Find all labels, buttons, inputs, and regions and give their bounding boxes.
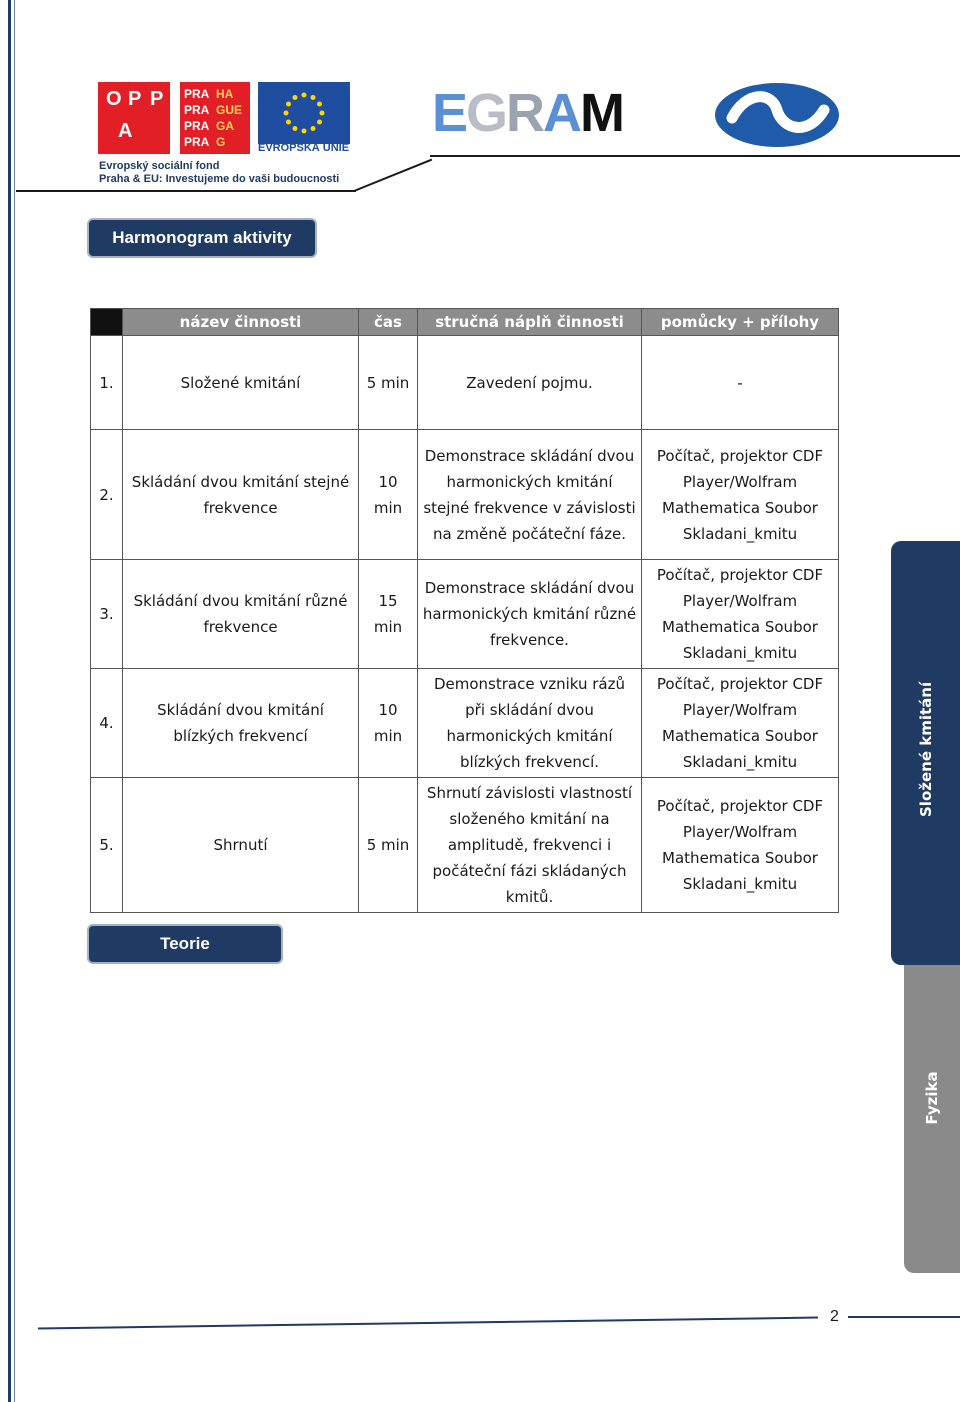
egram-letter: E <box>432 83 467 143</box>
oppa-logo <box>98 82 170 154</box>
footer-rule <box>38 1317 818 1330</box>
table-header-cell: čas <box>359 309 418 336</box>
activity-time: 5 min <box>359 336 418 430</box>
activity-aids: Počítač, projektor CDF Player/Wolfram Mathematica Soubor Skladani_kmitu <box>642 430 839 560</box>
activity-content: Demonstrace skládání dvou harmonických kmitání různé frekvence. <box>418 560 642 669</box>
activity-name: Skládání dvou kmitání různé frekvence <box>123 560 359 669</box>
activity-table <box>90 308 839 913</box>
activity-aids: - <box>642 336 839 430</box>
praha-text: GA <box>216 119 234 133</box>
egram-letter: A <box>543 83 581 143</box>
table-row <box>91 560 839 669</box>
table-header-cell <box>91 309 123 336</box>
egram-letter: G <box>466 83 507 143</box>
section-heading-teorie: Teorie <box>87 924 283 964</box>
praha-logo <box>180 82 250 154</box>
eu-label: EVROPSKÁ UNIE <box>258 142 350 154</box>
side-tab-topic <box>891 541 960 965</box>
egram-letter: M <box>580 83 624 143</box>
table-header-row <box>91 309 839 336</box>
activity-time: 15 min <box>359 560 418 669</box>
table-row <box>91 336 839 430</box>
activity-time: 10 min <box>359 669 418 778</box>
activity-name: Skládání dvou kmitání blízkých frekvencí <box>123 669 359 778</box>
footer-rule-right <box>848 1316 960 1318</box>
activity-name: Složené kmitání <box>123 336 359 430</box>
row-number: 2. <box>91 430 123 560</box>
header-rule-right <box>430 155 960 157</box>
left-border-rule <box>8 0 11 1402</box>
table-header-cell: název činnosti <box>123 309 359 336</box>
fund-line-1: Evropský sociální fond <box>99 160 220 172</box>
table-row <box>91 669 839 778</box>
oppa-letter: O <box>106 88 122 110</box>
row-number: 1. <box>91 336 123 430</box>
eu-flag-logo <box>258 82 350 144</box>
praha-text: PRA <box>184 103 210 117</box>
header-rule-diagonal <box>354 159 433 192</box>
praha-text: PRA <box>184 87 210 101</box>
oppa-letter: A <box>118 120 133 142</box>
table-header-cell: stručná náplň činnosti <box>418 309 642 336</box>
praha-text: PRA <box>184 119 210 133</box>
row-number: 5. <box>91 778 123 913</box>
activity-name: Skládání dvou kmitání stejné frekvence <box>123 430 359 560</box>
table-header-cell: pomůcky + přílohy <box>642 309 839 336</box>
praha-text: G <box>216 135 226 149</box>
oppa-letter: P <box>128 88 142 110</box>
side-tab-topic-label: Složené kmitání <box>917 681 935 817</box>
eu-stars-icon <box>258 82 350 144</box>
activity-content: Shrnutí závislosti vlastností složeného kmitání na amplitudě, frekvenci i počáteční fázi skládaných kmitů. <box>418 778 642 913</box>
header-rule-left <box>16 190 356 192</box>
fund-line-2: Praha & EU: Investujeme do vaši budoucnosti <box>99 173 340 185</box>
praha-text: HA <box>216 87 234 101</box>
swirl-logo-icon <box>712 80 842 150</box>
activity-content: Demonstrace skládání dvou harmonických kmitání stejné frekvence v závislosti na změně počáteční fáze. <box>418 430 642 560</box>
table-row <box>91 778 839 913</box>
oppa-letter: P <box>150 88 164 110</box>
activity-name: Shrnutí <box>123 778 359 913</box>
activity-aids: Počítač, projektor CDF Player/Wolfram Mathematica Soubor Skladani_kmitu <box>642 560 839 669</box>
praha-text: GUE <box>216 103 243 117</box>
activity-content: Demonstrace vzniku rázů při skládání dvou harmonických kmitání blízkých frekvencí. <box>418 669 642 778</box>
side-tab-subject <box>904 965 960 1273</box>
activity-content: Zavedení pojmu. <box>418 336 642 430</box>
row-number: 4. <box>91 669 123 778</box>
table-row <box>91 430 839 560</box>
activity-time: 5 min <box>359 778 418 913</box>
activity-aids: Počítač, projektor CDF Player/Wolfram Mathematica Soubor Skladani_kmitu <box>642 669 839 778</box>
egram-logo <box>432 82 623 144</box>
activity-time: 10 min <box>359 430 418 560</box>
row-number: 3. <box>91 560 123 669</box>
egram-letter: R <box>506 83 544 143</box>
praha-text: PRA <box>184 135 210 149</box>
activity-aids: Počítač, projektor CDF Player/Wolfram Mathematica Soubor Skladani_kmitu <box>642 778 839 913</box>
page-number: 2 <box>830 1308 839 1325</box>
section-heading-harmonogram: Harmonogram aktivity <box>87 218 317 258</box>
side-tab-subject-label: Fyzika <box>923 1071 941 1125</box>
left-border-rule-thin <box>14 0 15 1402</box>
